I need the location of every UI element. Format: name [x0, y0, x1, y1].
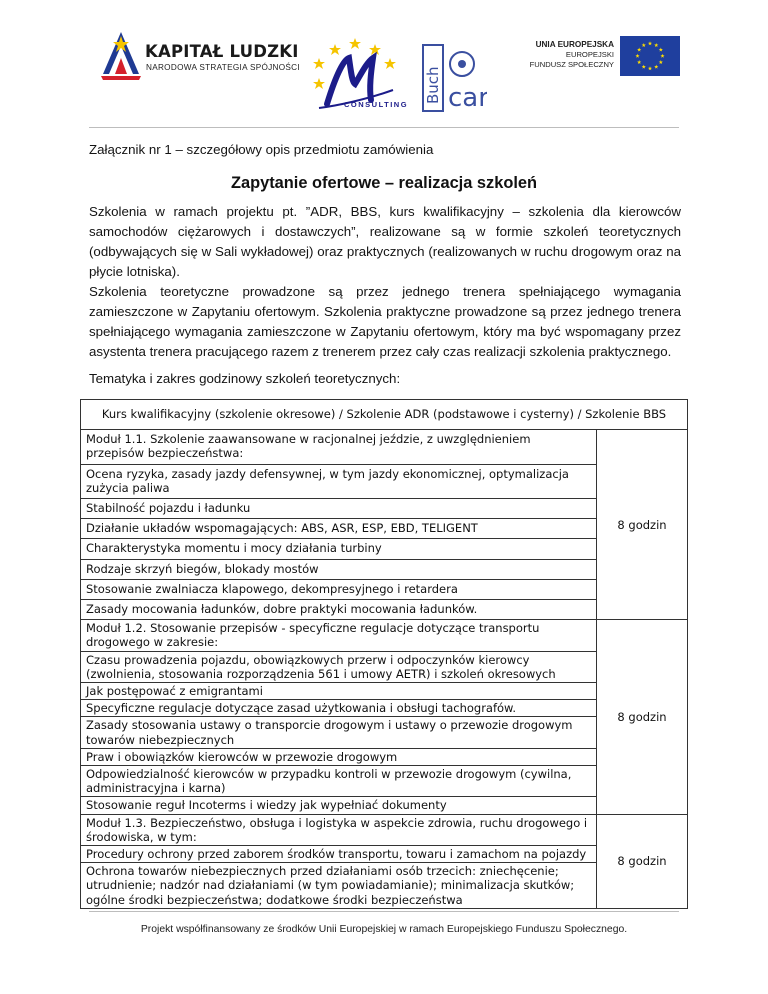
table-row: [81, 600, 688, 620]
eu-logo-text: [530, 40, 614, 70]
table-cell: Rodzaje skrzyń biegów, blokady mostów: [81, 559, 597, 579]
table-header-row: [81, 400, 688, 430]
table-row: [81, 797, 688, 814]
table-cell: Stosowanie zwalniacza klapowego, dekompresyjnego i retardera: [81, 579, 597, 599]
eu-line-3: FUNDUSZ SPOŁECZNY: [529, 60, 614, 69]
table-cell: Stabilność pojazdu i ładunku: [81, 499, 597, 519]
page-title: Zapytanie ofertowe – realizacja szkoleń: [230, 174, 538, 192]
table-row: [81, 539, 688, 559]
table-cell: Działanie układów wspomagających: ABS, ASR, ESP, EBD, TELIGENT: [81, 519, 597, 539]
svg-text:car: car: [448, 83, 487, 112]
table-row: [81, 579, 688, 599]
table-cell: Jak postępować z emigrantami: [81, 683, 597, 700]
table-row: [81, 464, 688, 498]
intro-paragraph: Szkolenia w ramach projektu pt. ”ADR, BBS, kurs kwalifikacyjny – szkolenia dla kierowców samochodów ciężarowych i dostawczych”, realizowane są w formie szkoleń teoretycznych (odbywających się w Sali wykładowej) oraz praktycznych (realizowanych w ruchu drogowym oraz na płycie lotniska).: [89, 204, 681, 279]
module-1-3-hours: 8 godzin: [597, 814, 688, 908]
table-row: [81, 717, 688, 748]
eu-flag-icon: [620, 36, 680, 76]
kapital-ludzki-title: KAPITAŁ LUDZKI: [145, 42, 299, 61]
header-divider: [89, 127, 679, 128]
table-cell: Specyficzne regulacje dotyczące zasad użytkowania i obsługi tachografów.: [81, 700, 597, 717]
module-1-2-hours: 8 godzin: [597, 620, 688, 814]
kapital-ludzki-subtitle: NARODOWA STRATEGIA SPÓJNOŚCI: [146, 63, 300, 72]
table-cell: Ochrona towarów niebezpiecznych przed działaniami osób trzecich: zniechęcenie; utrudnienie; nadzór nad działaniami (w tym powiadamianie); minimalizacja skutków; ogólne środki bezpieczeństwa; dodatkowe środki bezpieczeństwa: [81, 863, 597, 909]
table-cell: Czasu prowadzenia pojazdu, obowiązkowych przerw i odpoczynków kierowcy (zwolnienia, stosowania rozporządzenia 561 i umowy AETR) i szkoleń okresowych: [81, 651, 597, 682]
table-header: Kurs kwalifikacyjny (szkolenie okresowe) / Szkolenie ADR (podstawowe i cysterny) / Szkolenie BBS: [81, 400, 688, 430]
table-row: [81, 748, 688, 765]
table-row: [81, 559, 688, 579]
footer-text: Projekt współfinansowany ze środków Unii Europejskiej w ramach Europejskiego Funduszu Społecznego.: [140, 924, 628, 935]
table-row: [81, 519, 688, 539]
table-cell: Odpowiedzialność kierowców w przypadku kontroli w przewozie drogowym (cywilna, administracyjna i karna): [81, 766, 597, 797]
buchcar-logo: [422, 44, 487, 112]
module-1-1-hours: 8 godzin: [597, 430, 688, 620]
table-cell: Zasady mocowania ładunków, dobre praktyki mocowania ładunków.: [81, 600, 597, 620]
table-cell: Zasady stosowania ustawy o transporcie drogowym i ustawy o przewozie drogowym towarów niebezpiecznych: [81, 717, 597, 748]
table-row: [81, 651, 688, 682]
subject-line: Tematyka i zakres godzinowy szkoleń teoretycznych:: [89, 371, 401, 386]
table-row: [81, 814, 688, 845]
table-cell: Charakterystyka momentu i mocy działania turbiny: [81, 539, 597, 559]
table-row: [81, 863, 688, 909]
eu-line-1: UNIA EUROPEJSKA: [535, 40, 614, 49]
footer-divider: [89, 911, 679, 912]
attachment-line: Załącznik nr 1 – szczegółowy opis przedmiotu zamówienia: [89, 142, 434, 157]
table-cell: Stosowanie reguł Incoterms i wiedzy jak wypełniać dokumenty: [81, 797, 597, 814]
table-row: [81, 499, 688, 519]
trainers-paragraph: Szkolenia teoretyczne prowadzone są przez jednego trenera spełniającego wymagania zamieszczone w Zapytaniu ofertowym. Szkolenia praktyczne prowadzone są przez jednego trenera spełniającego wymagania zamieszczone w Zapytaniu ofertowym, który ma być wspomagany przez asystenta trenera pracującego razem z trenerem przez cały czas realizacji szkolenia praktycznego.: [89, 284, 681, 359]
table-row: [81, 766, 688, 797]
table-row: [81, 700, 688, 717]
module-1-3-heading: Moduł 1.3. Bezpieczeństwo, obsługa i logistyka w aspekcie zdrowia, ruchu drogowego i środowiska, w tym:: [81, 814, 597, 845]
table-cell: Ocena ryzyka, zasady jazdy defensywnej, w tym jazdy ekonomicznej, optymalizacja zużycia paliwa: [81, 464, 597, 498]
table-cell: Praw i obowiązków kierowców w przewozie drogowym: [81, 748, 597, 765]
table-row: [81, 846, 688, 863]
svg-text:Buch: Buch: [424, 66, 442, 104]
module-1-1-heading: Moduł 1.1. Szkolenie zaawansowane w racjonalnej jeździe, z uwzględnieniem przepisów bezpieczeństwa:: [81, 430, 597, 464]
module-1-2-heading: Moduł 1.2. Stosowanie przepisów - specyficzne regulacje dotyczące transportu drogowego w zakresie:: [81, 620, 597, 651]
training-table: [80, 399, 688, 909]
table-row: [81, 620, 688, 651]
mconsulting-text: CONSULTING: [344, 100, 409, 109]
table-row: [81, 430, 688, 464]
kapital-ludzki-emblem-icon: [99, 30, 143, 82]
table-row: [81, 683, 688, 700]
eu-line-2: EUROPEJSKI: [565, 50, 614, 59]
table-cell: Procedury ochrony przed zaborem środków transportu, towaru i zamachom na pojazdy: [81, 846, 597, 863]
kapital-ludzki-logo: [99, 30, 300, 82]
buchcar-emblem-icon: [422, 44, 487, 112]
eu-logo: [520, 36, 680, 78]
